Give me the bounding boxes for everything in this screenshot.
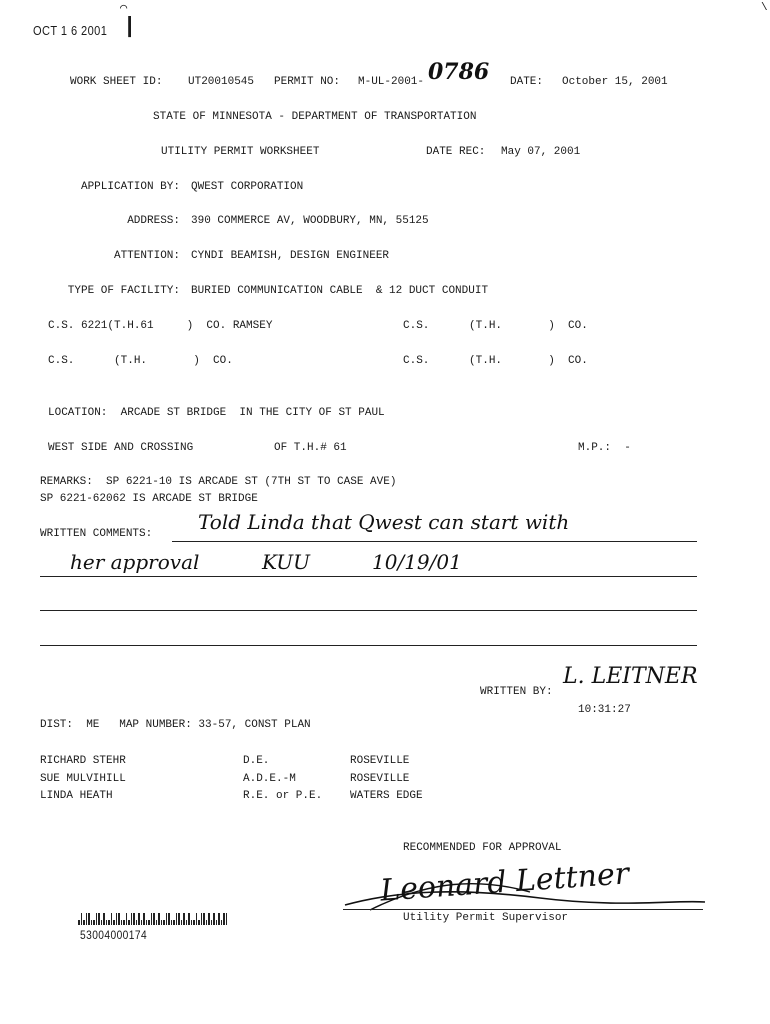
permit-label: PERMIT NO: [274,76,341,88]
application-by: QWEST CORPORATION [191,181,304,193]
facility-type: BURIED COMMUNICATION CABLE & 12 DUCT CONDUIT [191,285,489,297]
location-side: WEST SIDE AND CROSSING [48,442,194,454]
barcode-number: 53004000174 [80,928,148,942]
permit-prefix: M-UL-2001- [358,76,425,88]
stamp-mark: | [123,14,137,39]
recommended-for-approval: RECOMMENDED FOR APPROVAL [403,842,562,854]
utility-permit-supervisor: Utility Permit Supervisor [403,912,569,924]
remarks-line-1: REMARKS: SP 6221-10 IS ARCADE ST (7TH ST TO CASE AVE) [40,476,397,488]
written-by-label: WRITTEN BY: [480,686,553,698]
dist-office-3: WATERS EDGE [350,790,423,802]
mile-post: M.P.: - [578,442,631,454]
application-by-label: APPLICATION BY: [80,181,180,193]
scan-mark: \ [761,2,768,14]
comment-handwritten-initials: KUU [262,550,310,574]
written-time: 10:31:27 [578,704,631,716]
cs-row-1-left: C.S. 6221(T.H.61 ) CO. RAMSEY [48,320,273,332]
comment-handwritten-line-1: Told Linda that Qwest can start with [198,510,570,534]
agency-name: STATE OF MINNESOTA - DEPARTMENT OF TRANSPORTATION [153,111,477,123]
dist-name-1: RICHARD STEHR [40,755,126,767]
attention: CYNDI BEAMISH, DESIGN ENGINEER [191,250,390,262]
dist-name-2: SUE MULVIHILL [40,773,126,785]
address-label: ADDRESS: [127,215,180,227]
signature-rule [343,909,703,910]
worksheet-title: UTILITY PERMIT WORKSHEET [161,146,320,158]
dist-role-2: A.D.E.-M [243,773,296,785]
worksheet-id-label: WORK SHEET ID: [70,76,163,88]
facility-type-label: TYPE OF FACILITY: [67,285,180,297]
received-date-stamp: OCT 1 6 2001 [33,23,108,38]
address: 390 COMMERCE AV, WOODBURY, MN, 55125 [191,215,429,227]
dist-name-3: LINDA HEATH [40,790,113,802]
worksheet-date: October 15, 2001 [562,76,668,88]
trunk-highway: OF T.H.# 61 [274,442,347,454]
comment-rule-3 [40,610,697,611]
remarks-line-2: SP 6221-62062 IS ARCADE ST BRIDGE [40,493,258,505]
permit-number-handwritten: 0786 [428,59,490,85]
attention-label: ATTENTION: [113,250,180,262]
comment-rule-4 [40,645,697,646]
dist-office-2: ROSEVILLE [350,773,410,785]
cs-row-2-right: C.S. (T.H. ) CO. [403,355,588,367]
dist-role-3: R.E. or P.E. [243,790,323,802]
dist-map-line: DIST: ME MAP NUMBER: 33-57, CONST PLAN [40,719,311,731]
date-label: DATE: [510,76,544,88]
cs-row-1-right: C.S. (T.H. ) CO. [403,320,588,332]
written-comments-label: WRITTEN COMMENTS: [40,528,153,540]
supervisor-signature: Leonard Lettner [379,856,631,909]
comment-handwritten-line-2: her approval [70,550,200,574]
dist-office-1: ROSEVILLE [350,755,410,767]
comment-rule-1 [172,541,697,542]
worksheet-id: UT20010545 [188,76,255,88]
postal-barcode [78,913,227,925]
comment-rule-2 [40,576,697,577]
written-by-signature: L. LEITNER [563,664,698,689]
stamp-mark-top: ⌒ [120,1,128,15]
dist-role-1: D.E. [243,755,270,767]
comment-handwritten-date: 10/19/01 [372,550,462,574]
date-rec-label: DATE REC: [426,146,486,158]
location-line: LOCATION: ARCADE ST BRIDGE IN THE CITY OF ST PAUL [48,407,385,419]
cs-row-2-left: C.S. (T.H. ) CO. [48,355,233,367]
date-received: May 07, 2001 [501,146,581,158]
